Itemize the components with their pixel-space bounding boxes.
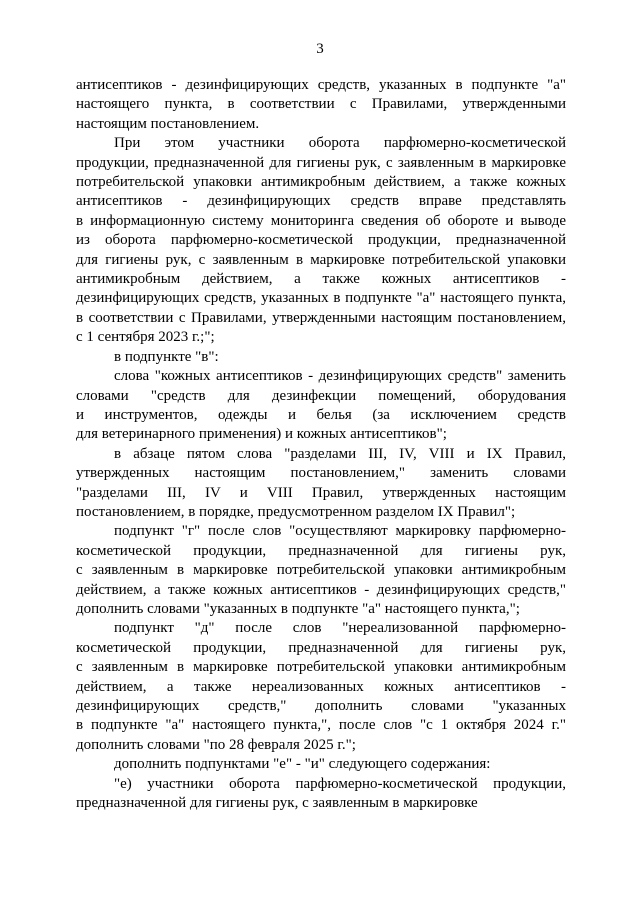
page-number: 3 [316, 41, 324, 57]
text-line: из оборота парфюмерно-косметической продукции, предназначенной [76, 232, 566, 249]
paragraph [76, 367, 566, 445]
text-line: в соответствии с Правилами, утвержденными настоящим постановлением, [76, 309, 566, 326]
paragraph [76, 76, 566, 134]
text-line: действием, а также кожных антисептиков - дезинфицирующих средств," [76, 581, 566, 598]
text-line: для ветеринарного применения) и кожных антисептиков"; [76, 426, 447, 443]
text-line: дополнить подпунктами "е" - "и" следующего содержания: [114, 756, 491, 773]
text-line: потребительской упаковки антимикробным действием, а также кожных [76, 174, 566, 191]
text-line: настоящим постановлением. [76, 115, 260, 132]
text-line: антисептиков - дезинфицирующих средств, указанных в подпункте "а" [76, 77, 566, 93]
text-line: дополнить словами "по 28 февраля 2025 г."; [76, 736, 356, 753]
text-line: дезинфицирующих средств, указанных в подпункте "а" настоящего пункта, [76, 290, 566, 307]
document-body [76, 76, 566, 813]
text-line: косметической продукции, предназначенной для гигиены рук, [76, 639, 566, 656]
text-line: подпункт "г" после слов "осуществляют маркировку парфюмерно- [114, 523, 566, 540]
text-line: дезинфицирующих средств," дополнить словами "указанных [76, 698, 566, 714]
text-line: слова "кожных антисептиков - дезинфицирующих средств" заменить [114, 368, 566, 385]
text-line: в абзаце пятом слова "разделами III, IV, VIII и IX Правил, [114, 445, 566, 462]
text-line: подпункт "д" после слов "нереализованной парфюмерно- [114, 620, 566, 637]
text-line: "е) участники оборота парфюмерно-косметической продукции, [114, 775, 566, 792]
paragraph [76, 348, 566, 367]
text-line: в подпункте "а" настоящего пункта,", после слов "с 1 октября 2024 г." [76, 717, 566, 734]
paragraph [76, 775, 566, 814]
text-line: с заявленным в маркировке потребительской упаковки антимикробным [76, 659, 566, 676]
text-line: настоящего пункта, в соответствии с Правилами, утвержденными [76, 96, 566, 113]
text-line: для гигиены рук, с заявленным в маркировке потребительской упаковки [76, 251, 566, 268]
text-line: "разделами III, IV и VIII Правил, утвержденных настоящим [76, 484, 566, 501]
paragraph [76, 445, 566, 523]
text-line: антимикробным действием, а также кожных антисептиков - [76, 271, 566, 288]
paragraph [76, 619, 566, 755]
text-line: антисептиков - дезинфицирующих средств вправе представлять [76, 193, 566, 210]
text-line: постановлением, в порядке, предусмотренном разделом IX Правил"; [76, 503, 516, 520]
text-line: утвержденных настоящим постановлением," заменить словами [76, 465, 566, 482]
text-line: дополнить словами "указанных в подпункте "а" настоящего пункта,"; [76, 600, 520, 617]
text-line: При этом участники оборота парфюмерно-косметической [114, 135, 566, 152]
text-line: предназначенной для гигиены рук, с заявленным в маркировке [76, 795, 478, 812]
paragraph [76, 522, 566, 619]
paragraph [76, 134, 566, 347]
text-line: с заявленным в маркировке потребительской упаковки антимикробным [76, 562, 566, 579]
text-line: в подпункте "в": [114, 348, 219, 365]
paragraph [76, 755, 566, 774]
text-line: в информационную систему мониторинга сведения об обороте и выводе [76, 212, 566, 229]
text-line: словами "средств для дезинфекции помещений, оборудования [76, 387, 566, 404]
text-line: и инструментов, одежды и белья (за исключением средств [76, 406, 566, 423]
text-line: действием, а также нереализованных кожных антисептиков - [76, 678, 566, 695]
text-line: косметической продукции, предназначенной для гигиены рук, [76, 542, 566, 559]
text-line: с 1 сентября 2023 г.;"; [76, 329, 215, 346]
text-line: продукции, предназначенной для гигиены рук, с заявленным в маркировке [76, 154, 566, 171]
